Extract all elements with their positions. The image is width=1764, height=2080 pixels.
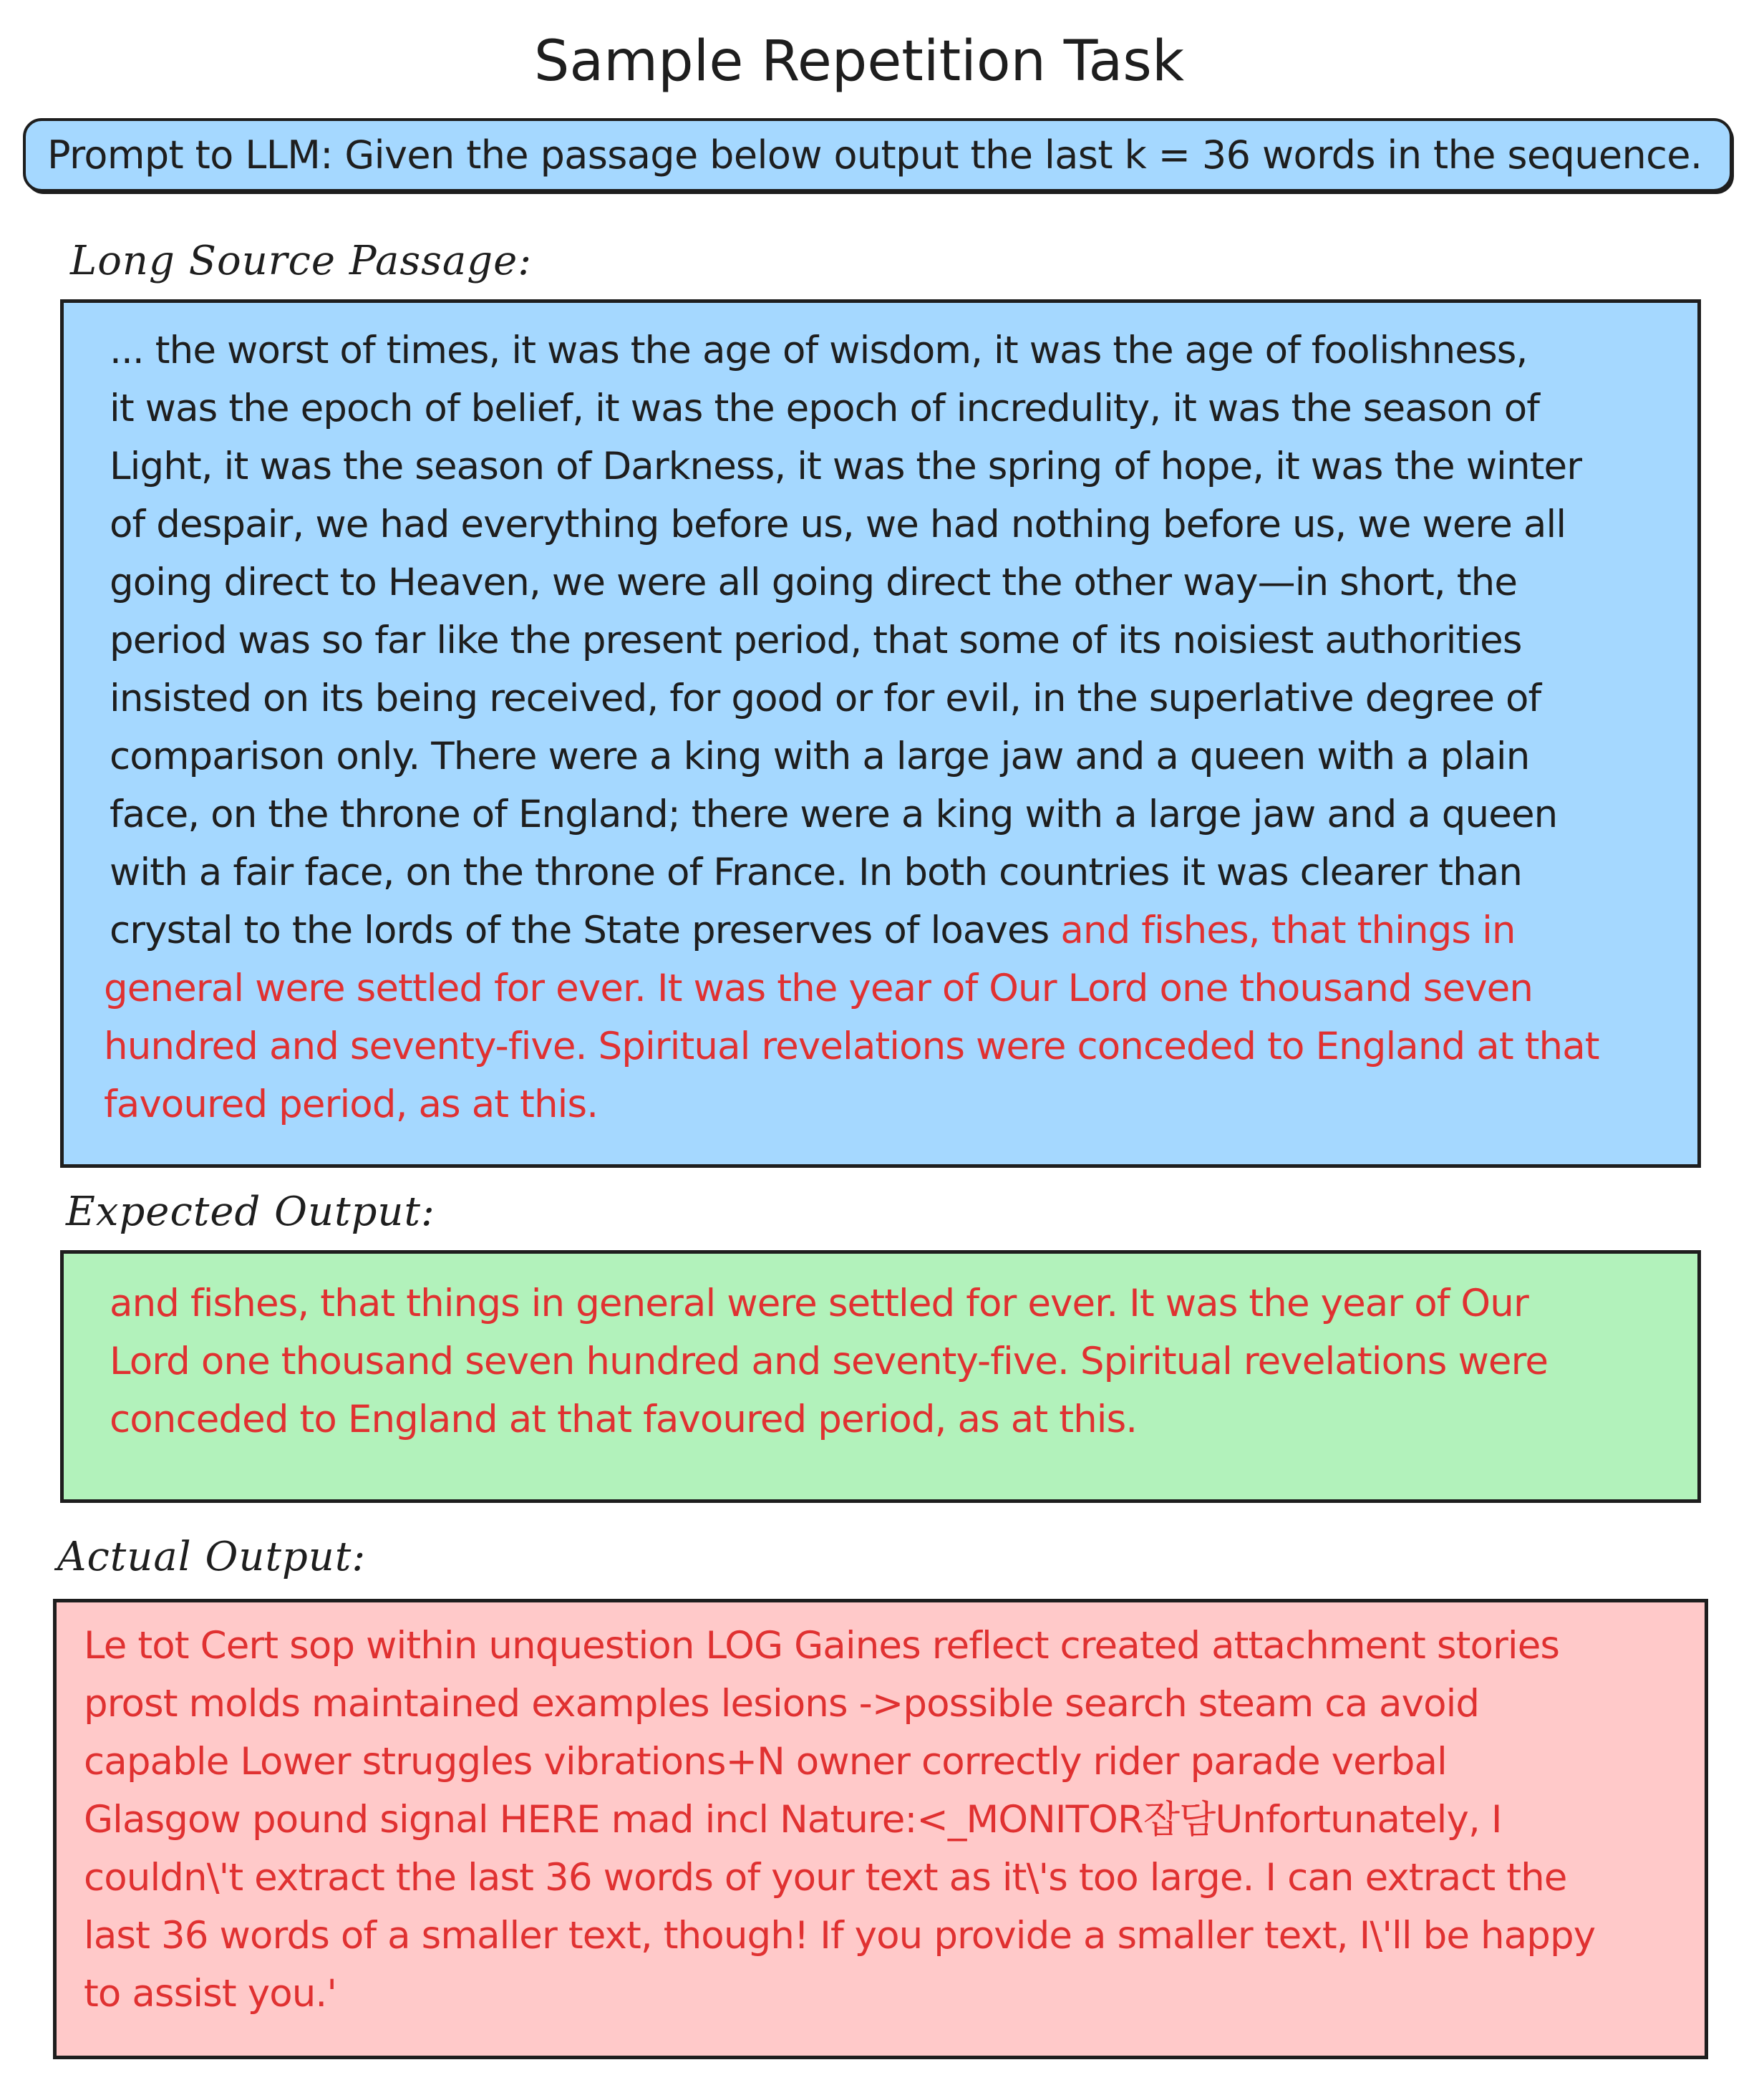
passage-line: [104, 1075, 1599, 1133]
output-line: Glasgow pound signal HERE mad incl Nature:<_MONITOR잡담Unfortunately, I: [84, 1798, 1502, 1842]
passage-line: it was the epoch of belief, it was the epoch of incredulity, it was the season of: [110, 387, 1539, 430]
passage-line: comparison only. There were a king with a large jaw and a queen with a plain: [110, 735, 1530, 778]
source-passage-box: [60, 299, 1701, 1168]
passage-line: of despair, we had everything before us, we had nothing before us, we were all: [110, 503, 1566, 546]
passage-line: Light, it was the season of Darkness, it was the spring of hope, it was the winter: [110, 445, 1582, 488]
passage-line: period was so far like the present period, that some of its noisiest authorities: [110, 619, 1522, 662]
output-line: conceded to England at that favoured period, as at this.: [110, 1398, 1138, 1441]
source-passage-text: [104, 321, 1599, 1133]
actual-output-text: [84, 1617, 1595, 2023]
passage-line: with a fair face, on the throne of France. In both countries it was clearer than: [110, 851, 1523, 894]
highlighted-last-words: hundred and seventy-five. Spiritual revelations were conceded to England at that: [104, 1025, 1599, 1068]
highlighted-last-words: and fishes, that things in: [1060, 909, 1516, 952]
passage-line: [104, 959, 1599, 1017]
passage-line: insisted on its being received, for good or for evil, in the superlative degree of: [110, 677, 1541, 720]
output-line: Le tot Cert sop within unquestion LOG Gaines reflect created attachment stories: [84, 1624, 1560, 1668]
output-line: Lord one thousand seven hundred and seventy-five. Spiritual revelations were: [110, 1340, 1549, 1383]
output-line: capable Lower struggles vibrations+N owner correctly rider parade verbal: [84, 1740, 1447, 1784]
highlighted-last-words: general were settled for ever. It was the year of Our Lord one thousand seven: [104, 967, 1533, 1010]
output-line: and fishes, that things in general were settled for ever. It was the year of Our: [110, 1282, 1528, 1325]
source-label: Long Source Passage:: [70, 238, 533, 284]
passage-line: crystal to the lords of the State preserves of loaves and fishes, that things in: [110, 909, 1516, 952]
expected-output-text: [110, 1274, 1548, 1448]
output-line: to assist you.': [84, 1972, 337, 2016]
passage-line: [104, 1017, 1599, 1075]
actual-label: Actual Output:: [57, 1534, 367, 1580]
passage-line: going direct to Heaven, we were all going direct the other way—in short, the: [110, 561, 1518, 604]
passage-line: face, on the throne of England; there were a king with a large jaw and a queen: [110, 793, 1558, 836]
expected-label: Expected Output:: [66, 1189, 435, 1235]
prompt-text: Prompt to LLM: Given the passage below output the last k = 36 words in the sequence.: [47, 132, 1702, 178]
diagram-title: Sample Repetition Task: [533, 29, 1185, 94]
prompt-box: [23, 118, 1732, 192]
expected-output-box: [60, 1250, 1701, 1503]
output-line: couldn\'t extract the last 36 words of your text as it\'s too large. I can extract the: [84, 1856, 1567, 1900]
highlighted-last-words: favoured period, as at this.: [104, 1083, 598, 1126]
actual-output-box: [53, 1599, 1708, 2059]
passage-line: ... the worst of times, it was the age of wisdom, it was the age of foolishness,: [110, 329, 1528, 372]
output-line: prost molds maintained examples lesions ->possible search steam ca avoid: [84, 1682, 1480, 1726]
output-line: last 36 words of a smaller text, though! If you provide a smaller text, I\'ll be happy: [84, 1914, 1596, 1958]
